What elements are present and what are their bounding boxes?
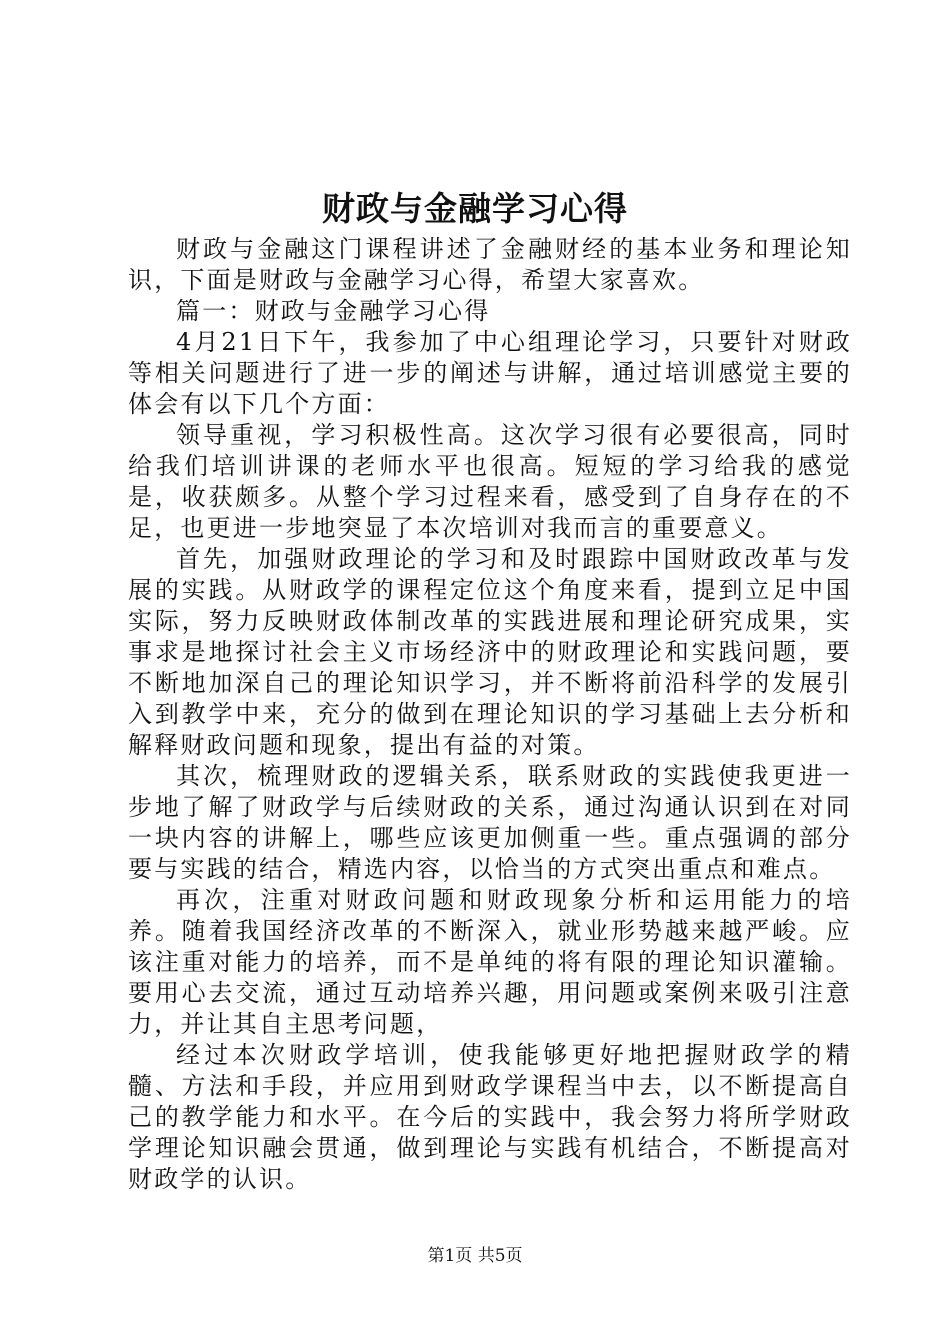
paragraph-conclusion: 经过本次财政学培训，使我能够更好地把握财政学的精髓、方法和手段，并应用到财政学课程当中去，以不断提高自己的教学能力和水平。在今后的实践中，我会努力将所学财政学理论知识融会贯通，做到理论与实践有机结合，不断提高对财政学的认识。 bbox=[128, 1041, 852, 1193]
paragraph-section-heading: 篇一：财政与金融学习心得 bbox=[176, 297, 491, 325]
paragraph-date: 4月21日下午，我参加了中心组理论学习，只要针对财政等相关问题进行了进一步的阐述与讲解，通过培训感觉主要的体会有以下几个方面： bbox=[128, 328, 852, 418]
document-title: 财政与金融学习心得 bbox=[322, 189, 628, 228]
paragraph-leadership: 领导重视，学习积极性高。这次学习很有必要很高，同时给我们培训讲课的老师水平也很高。短短的学习给我的感觉是，收获颇多。从整个学习过程来看，感受到了自身存在的不足，也更进一步地突显了本次培训对我而言的重要意义。 bbox=[128, 421, 852, 542]
paragraph-third: 再次，注重对财政问题和财政现象分析和运用能力的培养。随着我国经济改革的不断深入，就业形势越来越严峻。应该注重对能力的培养，而不是单纯的将有限的理论知识灌输。要用心去交流，通过互动培养兴趣，用问题或案例来吸引注意力，并让其自主思考问题， bbox=[128, 886, 852, 1038]
paragraph-intro: 财政与金融这门课程讲述了金融财经的基本业务和理论知识，下面是财政与金融学习心得，希望大家喜欢。 bbox=[128, 235, 852, 294]
paragraph-first: 首先，加强财政理论的学习和及时跟踪中国财政改革与发展的实践。从财政学的课程定位这个角度来看，提到立足中国实际，努力反映财政体制改革的实践进展和理论研究成果，实事求是地探讨社会主义市场经济中的财政理论和实践问题，要不断地加深自己的理论知识学习，并不断将前沿科学的发展引入到教学中来，充分的做到在理论知识的学习基础上去分析和解释财政问题和现象，提出有益的对策。 bbox=[128, 545, 852, 759]
document-body bbox=[128, 234, 852, 1195]
page-number: 第1页 共5页 bbox=[427, 1246, 523, 1266]
paragraph-second: 其次，梳理财政的逻辑关系，联系财政的实践使我更进一步地了解了财政学与后续财政的关系，通过沟通认识到在对同一块内容的讲解上，哪些应该更加侧重一些。重点强调的部分要与实践的结合，精选内容，以恰当的方式突出重点和难点。 bbox=[128, 762, 852, 883]
